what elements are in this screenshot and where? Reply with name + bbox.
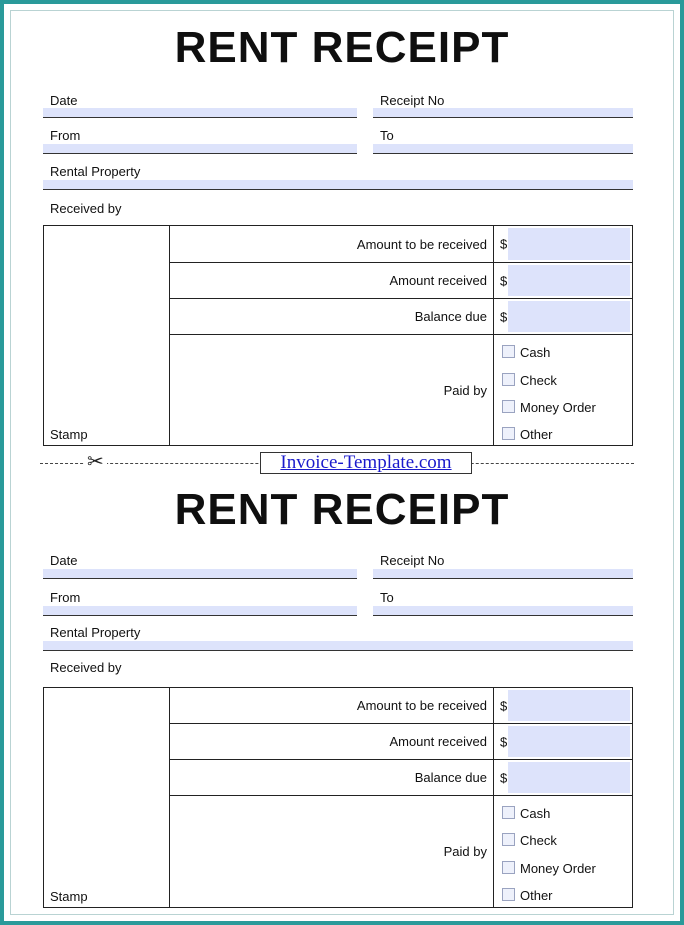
to-label: To	[380, 590, 394, 605]
amount-to-be-received-label: Amount to be received	[170, 226, 494, 263]
stamp-area[interactable]	[44, 226, 170, 446]
checkbox-icon[interactable]	[502, 861, 515, 874]
received-by-label: Received by	[50, 660, 122, 675]
amount-received-field[interactable]	[494, 724, 633, 760]
date-field[interactable]	[43, 108, 357, 118]
payment-table	[43, 687, 633, 908]
date-label: Date	[50, 93, 78, 108]
rent-receipt-1	[0, 0, 684, 460]
from-field[interactable]	[43, 144, 357, 154]
rent-receipt-2	[0, 462, 684, 922]
stamp-label: Stamp	[50, 889, 88, 904]
from-label: From	[50, 128, 81, 143]
currency-symbol: $	[500, 734, 508, 749]
currency-symbol: $	[500, 273, 508, 288]
amount-received-field[interactable]	[494, 263, 633, 299]
currency-symbol: $	[500, 770, 508, 785]
option-other[interactable]: Other	[502, 427, 553, 443]
paid-by-options	[494, 796, 633, 908]
option-money-order[interactable]: Money Order	[502, 400, 596, 416]
amount-to-be-received-field[interactable]	[494, 688, 633, 724]
balance-due-field[interactable]	[494, 760, 633, 796]
option-check[interactable]: Check	[502, 833, 557, 849]
checkbox-icon[interactable]	[502, 427, 515, 440]
to-label: To	[380, 128, 394, 143]
balance-due-field[interactable]	[494, 299, 633, 335]
date-field[interactable]	[43, 569, 357, 579]
balance-due-label: Balance due	[170, 299, 494, 335]
checkbox-icon[interactable]	[502, 806, 515, 819]
receipt-no-field[interactable]	[373, 108, 633, 118]
option-money-order[interactable]: Money Order	[502, 861, 596, 877]
amount-fill	[508, 228, 630, 260]
brand-link[interactable]: Invoice-Template.com	[260, 452, 472, 474]
amount-fill	[508, 265, 630, 296]
stamp-label: Stamp	[50, 427, 88, 442]
receipt-no-field[interactable]	[373, 569, 633, 579]
option-other[interactable]: Other	[502, 888, 553, 904]
currency-symbol: $	[500, 698, 508, 713]
rental-property-field[interactable]	[43, 180, 633, 190]
date-label: Date	[50, 553, 78, 568]
paid-by-options	[494, 335, 633, 446]
payment-table	[43, 225, 633, 446]
amount-received-label: Amount received	[170, 724, 494, 760]
checkbox-icon[interactable]	[502, 345, 515, 358]
option-cash[interactable]: Cash	[502, 806, 550, 822]
from-field[interactable]	[43, 606, 357, 616]
to-field[interactable]	[373, 144, 633, 154]
receipt-no-label: Receipt No	[380, 93, 445, 108]
receipt-no-label: Receipt No	[380, 553, 445, 568]
rental-property-field[interactable]	[43, 641, 633, 651]
rental-property-label: Rental Property	[50, 625, 141, 640]
receipt-title: RENT RECEIPT	[174, 23, 510, 72]
amount-received-label: Amount received	[170, 263, 494, 299]
amount-fill	[508, 762, 630, 793]
checkbox-icon[interactable]	[502, 400, 515, 413]
amount-fill	[508, 301, 630, 332]
checkbox-icon[interactable]	[502, 888, 515, 901]
receipt-title: RENT RECEIPT	[174, 485, 510, 534]
amount-fill	[508, 690, 630, 721]
amount-fill	[508, 726, 630, 757]
balance-due-label: Balance due	[170, 760, 494, 796]
stamp-area[interactable]	[44, 688, 170, 908]
from-label: From	[50, 590, 81, 605]
paid-by-label: Paid by	[170, 796, 494, 908]
option-cash[interactable]: Cash	[502, 345, 550, 361]
received-by-label: Received by	[50, 201, 122, 216]
currency-symbol: $	[500, 236, 508, 252]
option-check[interactable]: Check	[502, 373, 557, 389]
currency-symbol: $	[500, 309, 508, 324]
amount-to-be-received-field[interactable]	[494, 226, 633, 263]
checkbox-icon[interactable]	[502, 373, 515, 386]
checkbox-icon[interactable]	[502, 833, 515, 846]
scissors-icon: ✂	[84, 452, 107, 472]
rental-property-label: Rental Property	[50, 164, 141, 179]
to-field[interactable]	[373, 606, 633, 616]
amount-to-be-received-label: Amount to be received	[170, 688, 494, 724]
paid-by-label: Paid by	[170, 335, 494, 446]
